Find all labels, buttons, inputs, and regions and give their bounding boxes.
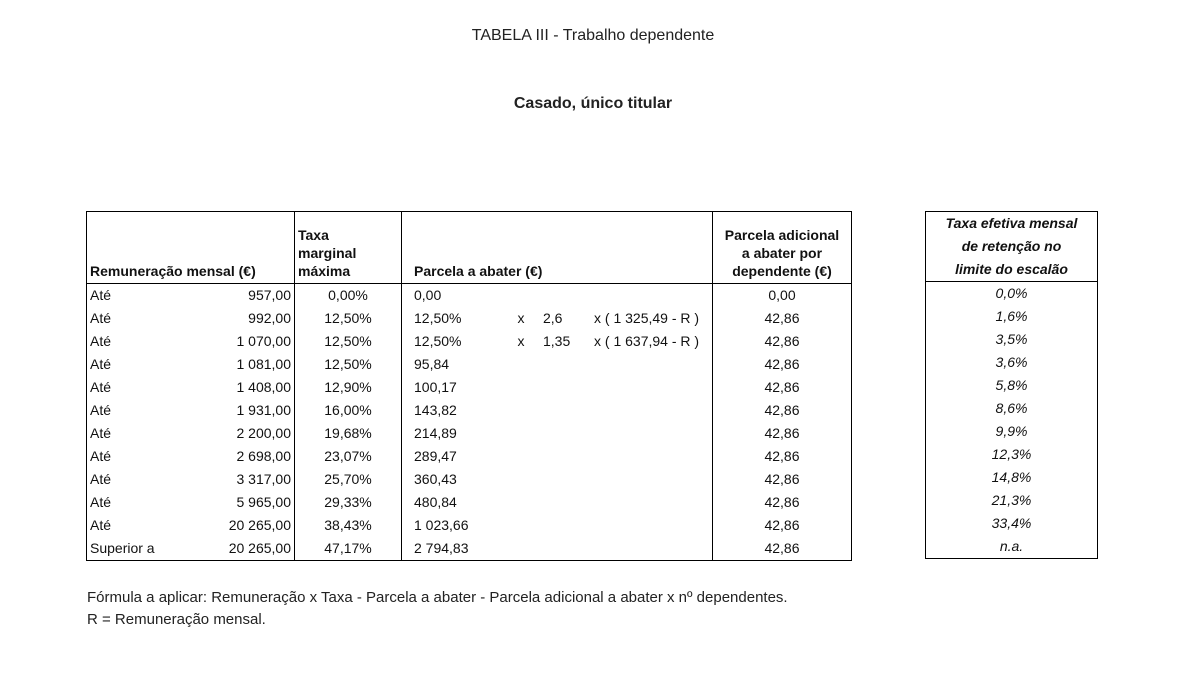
row-taxa: 0,00%: [295, 284, 402, 308]
row-taxa: 19,68%: [295, 422, 402, 445]
effective-row: [926, 443, 1098, 466]
row-formula: [591, 399, 713, 422]
row-taxa: 29,33%: [295, 491, 402, 514]
row-formula: [591, 514, 713, 537]
effective-row: [926, 397, 1098, 420]
row-parcela: 0,00: [414, 287, 442, 303]
row-remuneracao: 1 081,00: [183, 353, 295, 376]
table-row: [87, 399, 852, 422]
table-row: [87, 353, 852, 376]
row-adicional: 42,86: [713, 514, 852, 537]
header-adicional-line3: dependente (€): [732, 263, 832, 279]
row-adicional: 42,86: [713, 399, 852, 422]
row-adicional: 42,86: [713, 330, 852, 353]
header-adicional-line2: a abater por: [741, 245, 823, 261]
row-coefficient: [540, 491, 591, 514]
row-label: Até: [87, 445, 184, 468]
row-label: Até: [87, 514, 184, 537]
effective-row: [926, 489, 1098, 512]
row-multiplier-sign: [502, 353, 540, 376]
row-parcela: 1 023,66: [414, 517, 469, 533]
row-parcela: 214,89: [414, 425, 457, 441]
row-taxa: 16,00%: [295, 399, 402, 422]
effective-rate-value: 3,6%: [926, 351, 1098, 374]
effective-header-line3: limite do escalão: [955, 261, 1068, 277]
effective-rate-table: [925, 211, 1098, 559]
table-row: [87, 284, 852, 308]
row-remuneracao: 957,00: [183, 284, 295, 308]
effective-table-body: [926, 282, 1098, 559]
effective-row: [926, 512, 1098, 535]
row-multiplier-sign: [502, 514, 540, 537]
row-coefficient: [540, 468, 591, 491]
row-formula: [591, 445, 713, 468]
row-label: Até: [87, 376, 184, 399]
row-parcela: 100,17: [414, 379, 457, 395]
row-taxa: 12,50%: [295, 307, 402, 330]
row-label: Até: [87, 330, 184, 353]
row-coefficient: 2,6: [543, 310, 563, 326]
row-remuneracao: 20 265,00: [183, 514, 295, 537]
row-label: Até: [87, 284, 184, 308]
effective-row: [926, 305, 1098, 328]
row-formula: [591, 537, 713, 561]
effective-rate-value: 12,3%: [926, 443, 1098, 466]
effective-row: [926, 328, 1098, 351]
effective-rate-value: 33,4%: [926, 512, 1098, 535]
table-body: [87, 284, 852, 561]
row-formula: [591, 376, 713, 399]
row-multiplier-sign: [502, 399, 540, 422]
header-taxa-line1: Taxa: [298, 227, 329, 243]
row-formula: [591, 491, 713, 514]
table-row: [87, 376, 852, 399]
effective-header: [926, 212, 1098, 282]
effective-rate-value: 9,9%: [926, 420, 1098, 443]
effective-rate-value: 5,8%: [926, 374, 1098, 397]
page-subtitle: Casado, único titular: [513, 95, 673, 112]
row-remuneracao: 20 265,00: [183, 537, 295, 561]
row-formula: [591, 284, 713, 308]
row-label: Até: [87, 491, 184, 514]
row-taxa: 25,70%: [295, 468, 402, 491]
row-taxa: 23,07%: [295, 445, 402, 468]
row-remuneracao: 2 200,00: [183, 422, 295, 445]
row-taxa: 12,50%: [295, 330, 402, 353]
row-adicional: 42,86: [713, 445, 852, 468]
row-parcela: 2 794,83: [402, 537, 503, 561]
row-formula: [591, 468, 713, 491]
effective-rate-value: 14,8%: [926, 466, 1098, 489]
effective-row: [926, 282, 1098, 306]
row-adicional: 0,00: [713, 284, 852, 308]
row-multiplier-sign: [502, 376, 540, 399]
row-adicional: 42,86: [713, 376, 852, 399]
row-taxa: 38,43%: [295, 514, 402, 537]
table-row: [87, 445, 852, 468]
row-coefficient: [540, 376, 591, 399]
withholding-table: [86, 211, 852, 561]
table-row: [87, 491, 852, 514]
row-adicional: 42,86: [713, 537, 852, 561]
page-title: TABELA III - Trabalho dependente: [471, 27, 715, 44]
row-taxa: 47,17%: [295, 537, 402, 561]
row-label: Até: [87, 307, 184, 330]
row-multiplier-sign: [502, 491, 540, 514]
effective-row: [926, 351, 1098, 374]
row-remuneracao: 5 965,00: [183, 491, 295, 514]
row-parcela: 95,84: [414, 356, 450, 372]
row-coefficient: [540, 399, 591, 422]
row-multiplier-sign: x: [517, 333, 525, 349]
row-remuneracao: 1 931,00: [183, 399, 295, 422]
effective-row: [926, 374, 1098, 397]
row-remuneracao: 3 317,00: [183, 468, 295, 491]
row-multiplier-sign: [502, 422, 540, 445]
row-coefficient: [540, 537, 591, 561]
row-coefficient: [540, 284, 591, 308]
row-multiplier-sign: [502, 284, 540, 308]
row-remuneracao: 2 698,00: [183, 445, 295, 468]
header-adicional: [713, 212, 852, 284]
header-adicional-line1: Parcela adicional: [724, 227, 840, 243]
effective-rate-value: n.a.: [926, 535, 1098, 559]
row-multiplier-sign: [502, 537, 540, 561]
row-parcela: 143,82: [414, 402, 457, 418]
row-adicional: 42,86: [713, 468, 852, 491]
row-formula: x ( 1 325,49 - R ): [591, 307, 713, 330]
effective-rate-value: 3,5%: [926, 328, 1098, 351]
row-coefficient: [540, 445, 591, 468]
row-parcela: 12,50%: [414, 310, 462, 326]
effective-rate-value: 0,0%: [926, 282, 1098, 306]
row-label: Até: [87, 399, 184, 422]
header-parcela: Parcela a abater (€): [402, 212, 713, 284]
r-definition-note: R = Remuneração mensal.: [87, 611, 266, 628]
header-taxa: [295, 212, 402, 284]
row-taxa: 12,90%: [295, 376, 402, 399]
row-parcela: 12,50%: [414, 333, 462, 349]
row-adicional: 42,86: [713, 353, 852, 376]
row-label: Até: [87, 422, 184, 445]
row-multiplier-sign: [502, 468, 540, 491]
row-coefficient: [540, 353, 591, 376]
row-parcela: 289,47: [414, 448, 457, 464]
row-taxa: 12,50%: [295, 353, 402, 376]
table-row: [87, 514, 852, 537]
row-label: Superior a: [87, 537, 184, 561]
row-coefficient: [540, 422, 591, 445]
table-row: [87, 307, 852, 330]
table-row: [87, 468, 852, 491]
row-coefficient: [540, 514, 591, 537]
row-adicional: 42,86: [713, 491, 852, 514]
row-formula: [591, 353, 713, 376]
table-row: [87, 422, 852, 445]
row-label: Até: [87, 468, 184, 491]
row-parcela: 360,43: [414, 471, 457, 487]
row-adicional: 42,86: [713, 307, 852, 330]
row-multiplier-sign: x: [517, 310, 525, 326]
table-row: [87, 330, 852, 353]
effective-row: [926, 420, 1098, 443]
row-parcela: 480,84: [414, 494, 457, 510]
header-taxa-line3: máxima: [298, 263, 351, 279]
effective-row: [926, 466, 1098, 489]
row-label: Até: [87, 353, 184, 376]
row-remuneracao: 1 070,00: [183, 330, 295, 353]
row-remuneracao: 992,00: [183, 307, 295, 330]
effective-rate-value: 1,6%: [926, 305, 1098, 328]
row-remuneracao: 1 408,00: [183, 376, 295, 399]
row-coefficient: 1,35: [543, 333, 571, 349]
header-taxa-line2: marginal: [298, 245, 357, 261]
effective-header-row: [926, 212, 1098, 282]
row-formula: x ( 1 637,94 - R ): [591, 330, 713, 353]
effective-header-line2: de retenção no: [961, 238, 1062, 254]
effective-rate-value: 21,3%: [926, 489, 1098, 512]
header-remuneracao: Remuneração mensal (€): [87, 212, 295, 284]
formula-note: Fórmula a aplicar: Remuneração x Taxa - Parcela a abater - Parcela adicional a abater x nº dependentes.: [87, 589, 788, 606]
table-row: [87, 537, 852, 561]
table-header-row: [87, 212, 852, 284]
row-multiplier-sign: [502, 445, 540, 468]
effective-rate-value: 8,6%: [926, 397, 1098, 420]
row-formula: [591, 422, 713, 445]
effective-header-line1: Taxa efetiva mensal: [945, 215, 1078, 231]
effective-row: [926, 535, 1098, 559]
row-adicional: 42,86: [713, 422, 852, 445]
